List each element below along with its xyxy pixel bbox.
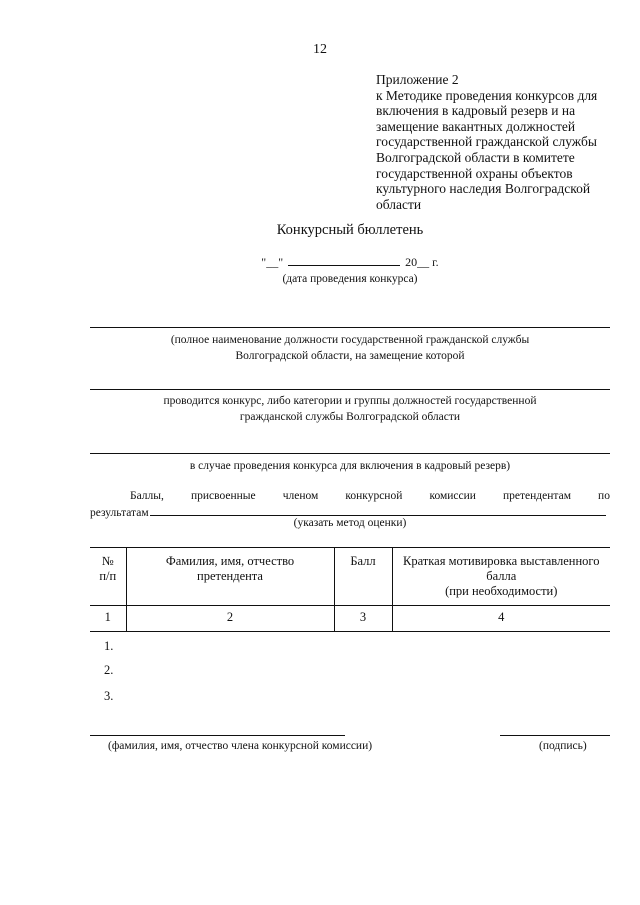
scores-word: конкурсной	[345, 490, 403, 502]
appendix-line: замещение вакантных должностей	[376, 118, 576, 134]
list-item[interactable]: 3.	[104, 689, 114, 703]
position-caption-2: Волгоградской области, на замещение которой	[235, 350, 465, 362]
position-caption-3: проводится конкурс, либо категории и группы должностей государственной	[163, 395, 537, 407]
list-item[interactable]: 1.	[104, 639, 114, 653]
position-name-line-3[interactable]	[90, 453, 610, 454]
header-motivation-line-1: Краткая мотивировка выставленного	[402, 554, 600, 568]
appendix-line: к Методике проведения конкурсов для	[376, 87, 598, 103]
column-number: 1	[90, 606, 126, 632]
header-name-line-2: претендента	[197, 569, 263, 583]
appendix-line: Приложение 2	[376, 72, 459, 87]
position-caption-5: в случае проведения конкурса для включения в кадровый резерв)	[189, 460, 511, 472]
date-year-suffix: г.	[432, 255, 439, 269]
header-motivation	[392, 548, 610, 606]
table-header-row	[90, 548, 610, 606]
signature-line[interactable]	[500, 735, 610, 736]
scores-word: комиссии	[429, 490, 476, 502]
scores-word: по	[598, 490, 610, 502]
date-close-quote: "	[278, 255, 284, 269]
scores-table	[90, 547, 610, 632]
method-caption: (указать метод оценки)	[293, 517, 407, 529]
appendix-line: государственной охраны объектов	[376, 165, 573, 181]
date-open-quote: "	[261, 255, 267, 269]
scores-word: Баллы,	[130, 490, 164, 502]
document-title: Конкурсный бюллетень	[276, 222, 424, 238]
appendix-line: государственной гражданской службы	[376, 134, 597, 150]
appendix-header	[376, 72, 616, 212]
header-motivation-line-2: балла	[486, 569, 517, 583]
appendix-line: Волгоградской области в комитете	[376, 149, 575, 165]
appendix-line: культурного наследия Волгоградской	[376, 181, 591, 197]
header-number-line-2: п/п	[99, 569, 117, 583]
appendix-line: области	[376, 196, 422, 212]
date-caption: (дата проведения конкурса)	[282, 273, 418, 285]
header-number-line-1: №	[101, 554, 114, 568]
date-month-blank[interactable]	[288, 255, 400, 266]
position-caption-1: (полное наименование должности государственной гражданской службы	[170, 334, 530, 346]
position-caption-4: гражданской службы Волгоградской области	[239, 411, 461, 423]
appendix-line: включения в кадровый резерв и на	[376, 103, 576, 119]
header-name	[126, 548, 334, 606]
member-name-line[interactable]	[90, 735, 345, 736]
header-name-line-1: Фамилия, имя, отчество	[165, 554, 295, 568]
column-number: 3	[334, 606, 392, 632]
results-word: результатам	[90, 507, 149, 519]
scores-word: членом	[282, 490, 319, 502]
scores-sentence	[90, 490, 610, 502]
list-item[interactable]: 2.	[104, 663, 114, 677]
header-score-line-1: Балл	[350, 554, 376, 568]
table-column-numbers-row	[90, 606, 610, 632]
position-name-line-1[interactable]	[90, 327, 610, 328]
header-number	[90, 548, 126, 606]
page-number: 12	[313, 42, 327, 57]
column-number: 4	[392, 606, 610, 632]
date-field	[0, 255, 640, 270]
column-number: 2	[126, 606, 334, 632]
date-day-blank[interactable]: __	[266, 255, 279, 269]
header-score	[334, 548, 392, 606]
scores-word: присвоенные	[190, 490, 256, 502]
position-name-line-2[interactable]	[90, 389, 610, 390]
scores-word: претендентам	[503, 490, 571, 502]
member-name-caption: (фамилия, имя, отчество члена конкурсной комиссии)	[108, 740, 373, 752]
date-year[interactable]: 20__	[405, 255, 430, 269]
header-motivation-line-3: (при необходимости)	[445, 584, 558, 598]
signature-caption: (подпись)	[539, 740, 587, 752]
